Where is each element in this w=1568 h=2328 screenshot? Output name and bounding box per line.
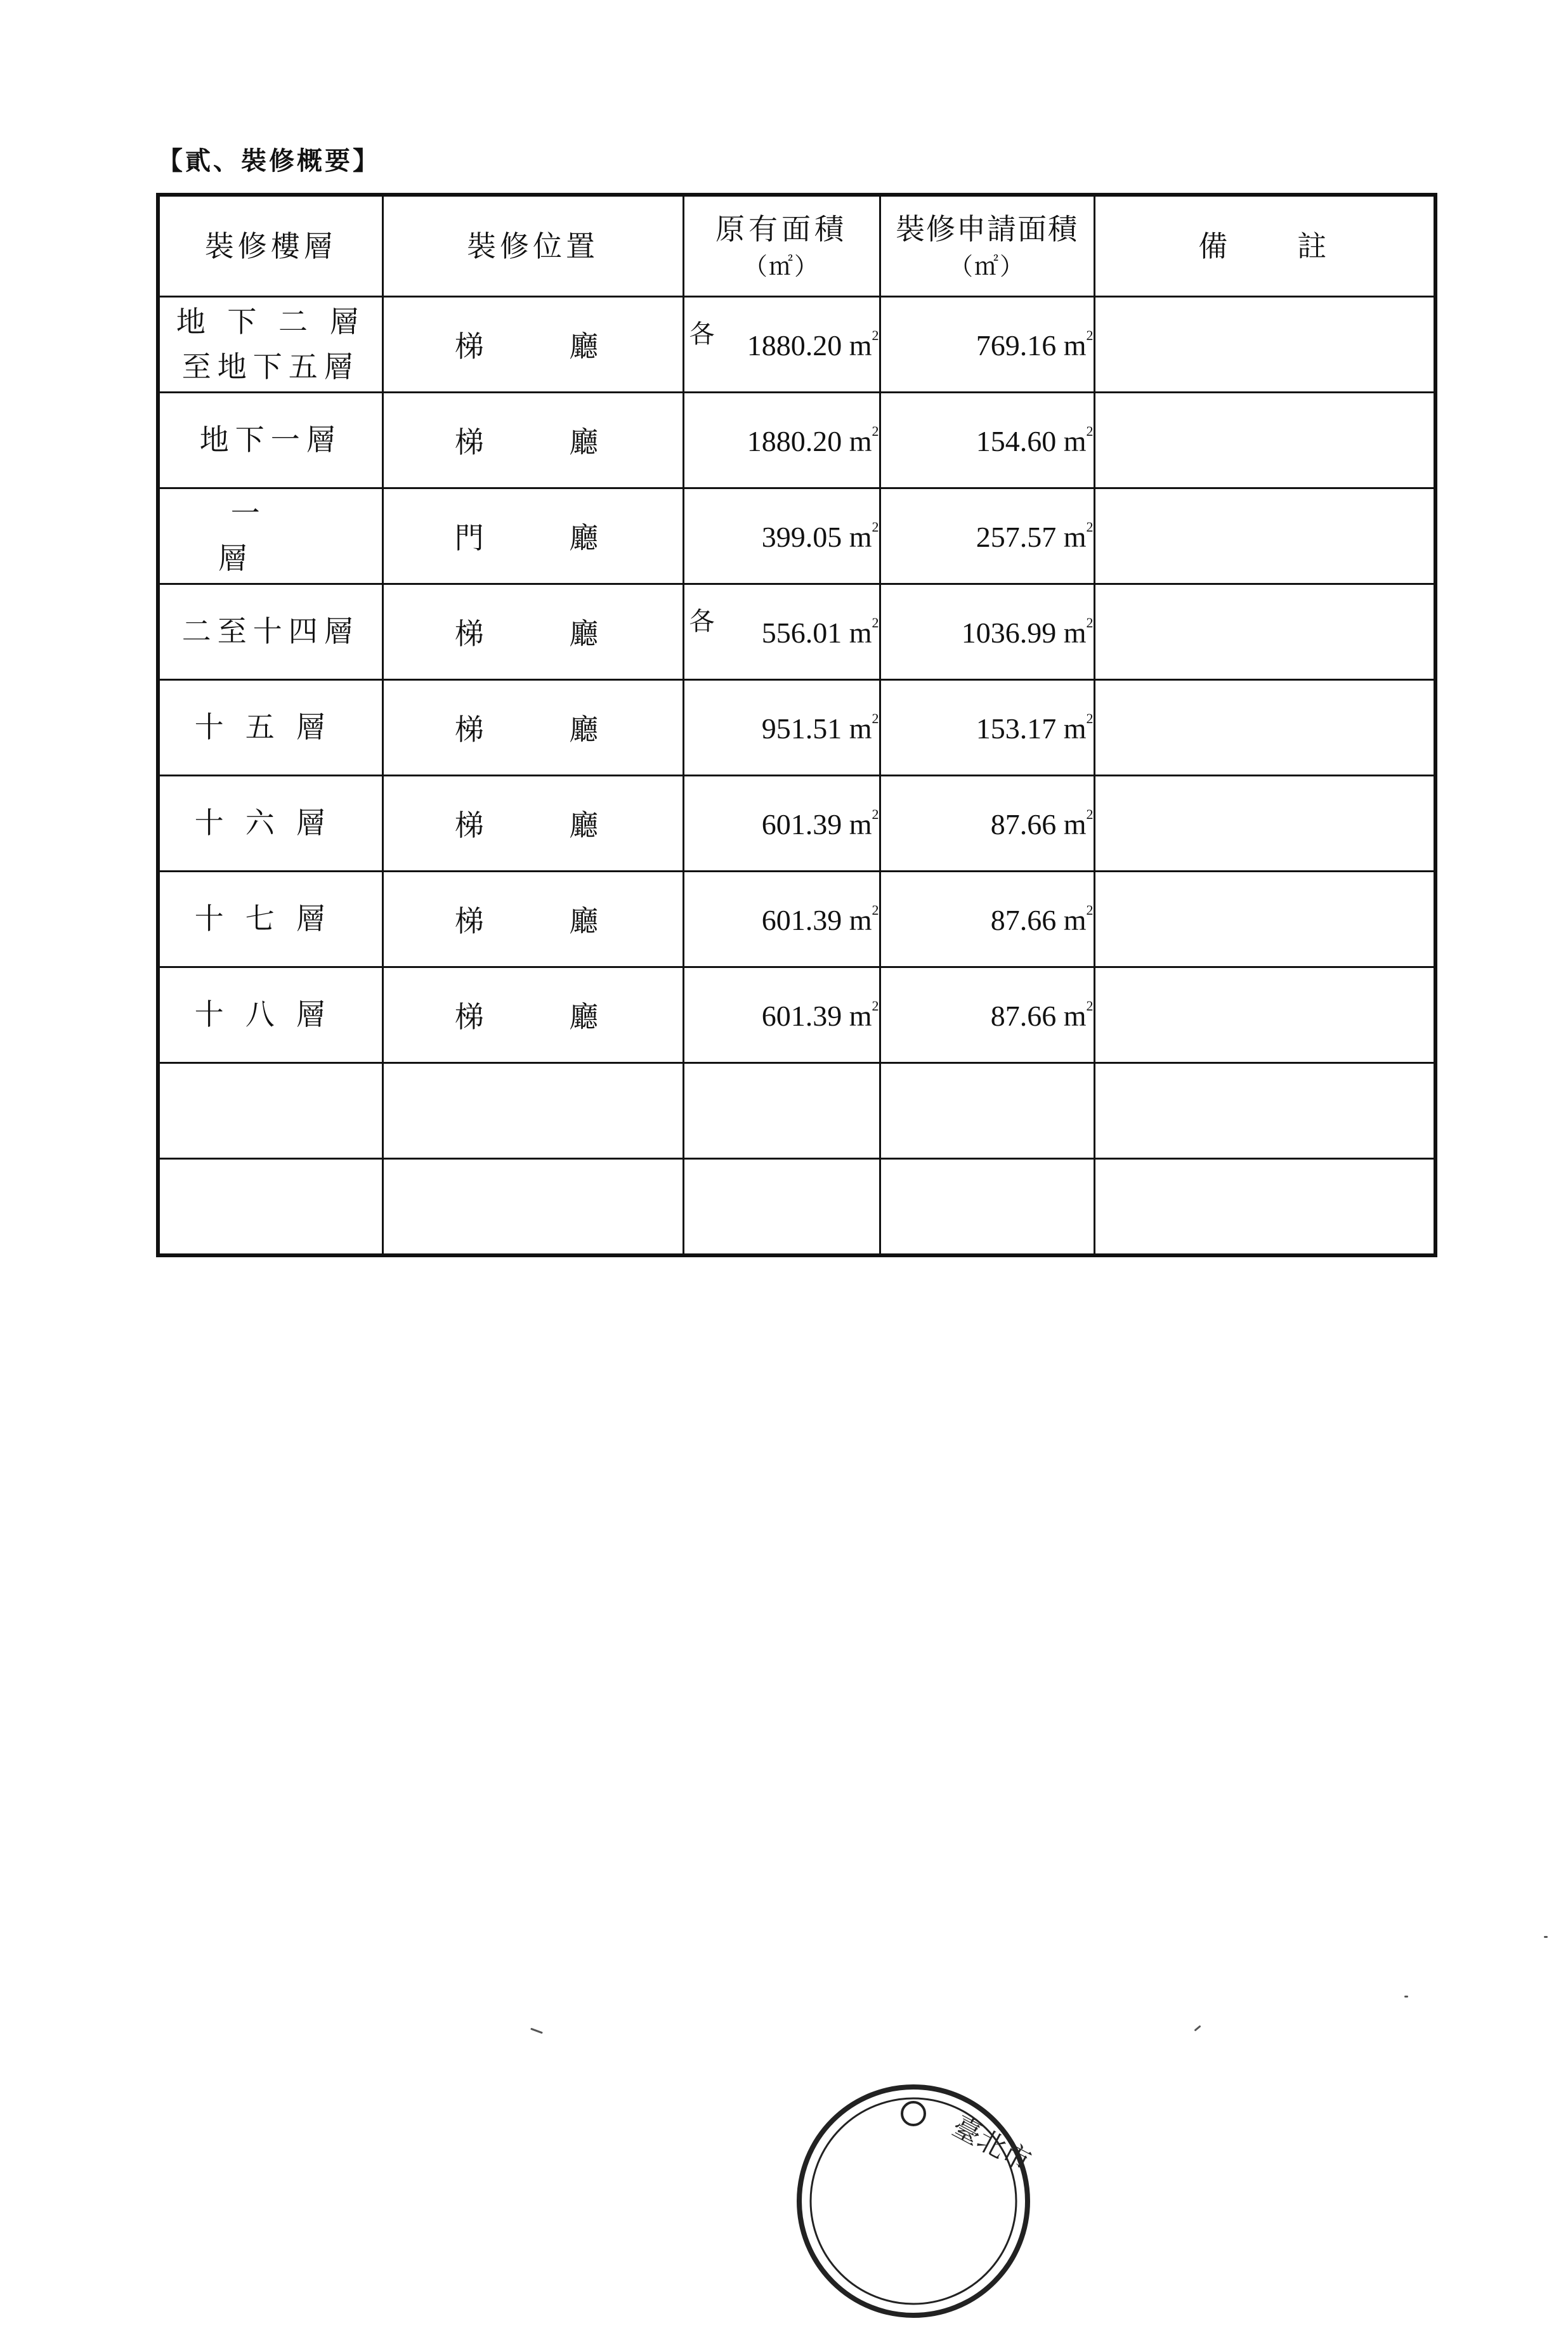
area-value: 153.17 m [976,712,1087,745]
cell-position: 梯 廳 [382,584,683,680]
cell-position [382,1159,683,1256]
cell-note [1094,680,1435,776]
cell-floor: 地下一層 [158,393,382,488]
cell-applied-area [880,967,1094,1063]
header-original-area-unit: （㎡） [743,252,820,280]
table-row [158,488,1435,584]
square-unit-superscript: 2 [1086,806,1094,822]
cell-position [382,1063,683,1159]
table-row [158,872,1435,967]
area-value: 601.39 m [761,903,872,936]
section-title: 【貳、裝修概要】 [157,146,381,176]
table-row [158,776,1435,872]
cell-note [1094,776,1435,872]
table-row [158,1063,1435,1159]
cell-floor: 十六層 [158,776,382,872]
area-value: 951.51 m [761,712,872,745]
square-unit-superscript: 2 [1086,901,1094,918]
cell-original-area [683,680,880,776]
area-value: 601.39 m [761,999,872,1032]
table-row [158,393,1435,488]
area-value: 1880.20 m [747,329,872,362]
scan-speck [1544,1936,1548,1938]
cell-note [1094,393,1435,488]
square-unit-superscript: 2 [872,327,879,343]
scan-speck [1404,1996,1408,1998]
cell-original-area [683,393,880,488]
each-mark: 各 [689,607,715,636]
square-unit-superscript: 2 [872,997,879,1014]
area-value: 257.57 m [976,520,1087,553]
cell-applied-area [880,297,1094,393]
area-value: 87.66 m [990,999,1087,1032]
area-value: 556.01 m [761,616,872,649]
header-note: 備 註 [1094,195,1435,297]
cell-note [1094,1159,1435,1256]
square-unit-superscript: 2 [1086,614,1094,631]
cell-applied-area [880,488,1094,584]
cell-original-area [683,584,880,680]
table-row [158,680,1435,776]
area-value: 1880.20 m [747,424,872,457]
cell-floor [158,1159,382,1256]
cell-original-area [683,297,880,393]
square-unit-superscript: 2 [872,901,879,918]
area-value: 399.05 m [761,520,872,553]
cell-applied-area [880,1159,1094,1256]
cell-position: 梯 廳 [382,680,683,776]
table-row [158,297,1435,393]
cell-original-area [683,776,880,872]
cell-position: 梯 廳 [382,872,683,967]
square-unit-superscript: 2 [872,422,879,439]
header-floor: 裝修樓層 [158,195,382,297]
cell-floor: 一 層 [158,488,382,584]
cell-position: 梯 廳 [382,967,683,1063]
cell-original-area [683,488,880,584]
cell-original-area [683,967,880,1063]
cell-note [1094,967,1435,1063]
header-position: 裝修位置 [382,195,683,297]
plum-blossom-icon [902,2102,925,2125]
scan-speck [530,2028,543,2034]
cell-floor [158,1063,382,1159]
table-row [158,967,1435,1063]
header-applied-area-unit: （㎡） [948,252,1025,280]
cell-applied-area [880,584,1094,680]
seal-text: 臺北市 [946,2110,1036,2178]
area-value: 769.16 m [976,329,1087,362]
cell-note [1094,872,1435,967]
cell-position: 門 廳 [382,488,683,584]
cell-floor: 地 下 二 層 至地下五層 [158,297,382,393]
area-value: 154.60 m [976,424,1087,457]
square-unit-superscript: 2 [1086,710,1094,726]
square-unit-superscript: 2 [872,806,879,822]
square-unit-superscript: 2 [872,710,879,726]
cell-floor: 十八層 [158,967,382,1063]
cell-position: 梯 廳 [382,393,683,488]
area-value: 87.66 m [990,808,1087,840]
scan-speck [1194,2025,1201,2031]
square-unit-superscript: 2 [1086,518,1094,535]
cell-applied-area [880,872,1094,967]
cell-applied-area [880,393,1094,488]
square-unit-superscript: 2 [1086,327,1094,343]
cell-position: 梯 廳 [382,297,683,393]
cell-floor: 十七層 [158,872,382,967]
cell-original-area [683,1063,880,1159]
cell-note [1094,488,1435,584]
cell-note [1094,297,1435,393]
square-unit-superscript: 2 [872,614,879,631]
area-value: 601.39 m [761,808,872,840]
square-unit-superscript: 2 [1086,997,1094,1014]
header-applied-area: 裝修申請面積 （㎡） [880,195,1094,297]
header-original-area: 原有面積 （㎡） [683,195,880,297]
table-header-row [158,195,1435,297]
official-seal [787,2074,1040,2328]
cell-position: 梯 廳 [382,776,683,872]
table-row [158,1159,1435,1256]
cell-original-area [683,1159,880,1256]
table-body [158,297,1435,1256]
area-value: 87.66 m [990,903,1087,936]
cell-original-area [683,872,880,967]
table-row [158,584,1435,680]
cell-applied-area [880,1063,1094,1159]
each-mark: 各 [689,320,715,348]
square-unit-superscript: 2 [1086,422,1094,439]
cell-applied-area [880,680,1094,776]
cell-applied-area [880,776,1094,872]
cell-note [1094,584,1435,680]
renovation-summary-table [156,193,1437,1257]
cell-note [1094,1063,1435,1159]
area-value: 1036.99 m [961,616,1087,649]
cell-floor: 二至十四層 [158,584,382,680]
square-unit-superscript: 2 [872,518,879,535]
cell-floor: 十五層 [158,680,382,776]
